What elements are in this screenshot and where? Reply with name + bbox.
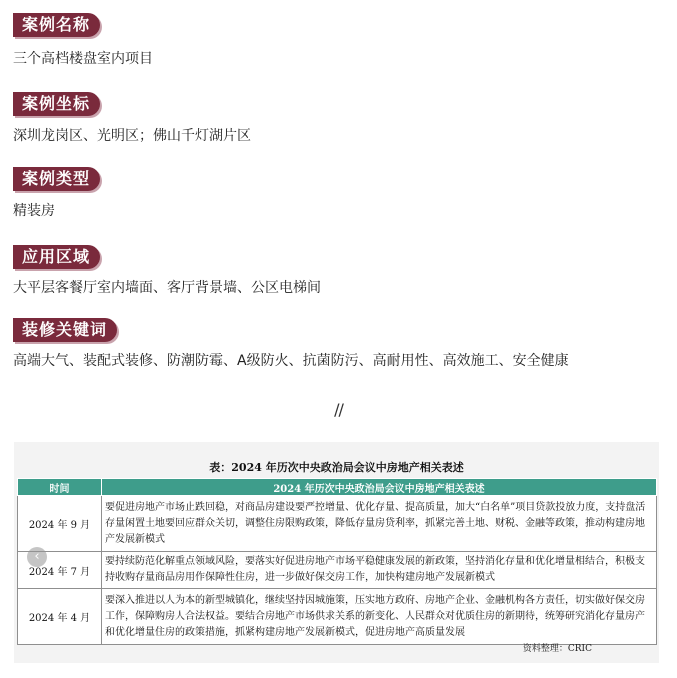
policy-table	[17, 478, 657, 645]
section-tag: 装修关键词	[13, 318, 117, 342]
table-row	[18, 589, 657, 645]
figure-title: 表：2024 年历次中央政治局会议中房地产相关表述	[209, 461, 464, 474]
section-tag: 案例类型	[13, 167, 100, 191]
section-text: 深圳龙岗区、光明区；佛山千灯湖片区	[13, 128, 251, 144]
section-case-name	[13, 13, 153, 69]
table-row	[18, 496, 657, 552]
section-tag: 案例坐标	[13, 92, 100, 116]
section-application-area	[13, 245, 321, 298]
row-time: 2024 年 4 月	[18, 589, 102, 645]
policy-table-figure	[14, 442, 659, 663]
section-tag: 案例名称	[13, 13, 100, 37]
row-text: 要深入推进以人为本的新型城镇化，继续坚持因城施策，压实地方政府、房地产企业、金融机构各方责任，切实做好保交房工作，保障购房人合法权益。要结合房地产市场供求关系的新变化、人民群众对优质住房的新期待，统筹研究消化存量房产和优化增量住房的政策措施，抓紧构建房地产发展新模式，促进房地产高质量发展	[102, 589, 657, 645]
source-note: 资料整理：CRIC	[522, 644, 592, 654]
section-text: 精装房	[13, 203, 55, 219]
row-time: 2024 年 9 月	[18, 496, 102, 552]
separator: //	[334, 400, 343, 419]
column-header-statement: 2024 年历次中央政治局会议中房地产相关表述	[102, 479, 657, 496]
chevron-left-icon[interactable]: ‹	[27, 547, 47, 567]
table-row	[18, 552, 657, 589]
row-text: 要持续防范化解重点领域风险，要落实好促进房地产市场平稳健康发展的新政策，坚持消化存量和优化增量相结合，积极支持收购存量商品房用作保障性住房，进一步做好保交房工作，加快构建房地产发展新模式	[102, 552, 657, 589]
section-keywords	[13, 318, 569, 371]
section-text: 三个高档楼盘室内项目	[13, 51, 153, 67]
section-case-type	[13, 167, 100, 221]
section-text: 高端大气、装配式装修、防潮防霉、A级防火、抗菌防污、高耐用性、高效施工、安全健康	[13, 353, 569, 369]
row-text: 要促进房地产市场止跌回稳，对商品房建设要严控增量、优化存量、提高质量，加大“白名单”项目贷款投放力度，支持盘活存量闲置土地要回应群众关切，调整住房限购政策，降低存量房贷利率，抓紧完善土地、财税、金融等政策，推动构建房地产发展新模式	[102, 496, 657, 552]
section-tag: 应用区域	[13, 245, 100, 269]
section-text: 大平层客餐厅室内墙面、客厅背景墙、公区电梯间	[13, 280, 321, 296]
row-time: 2024 年 7 月	[18, 552, 102, 589]
section-case-location	[13, 92, 251, 146]
column-header-time: 时间	[18, 479, 102, 496]
